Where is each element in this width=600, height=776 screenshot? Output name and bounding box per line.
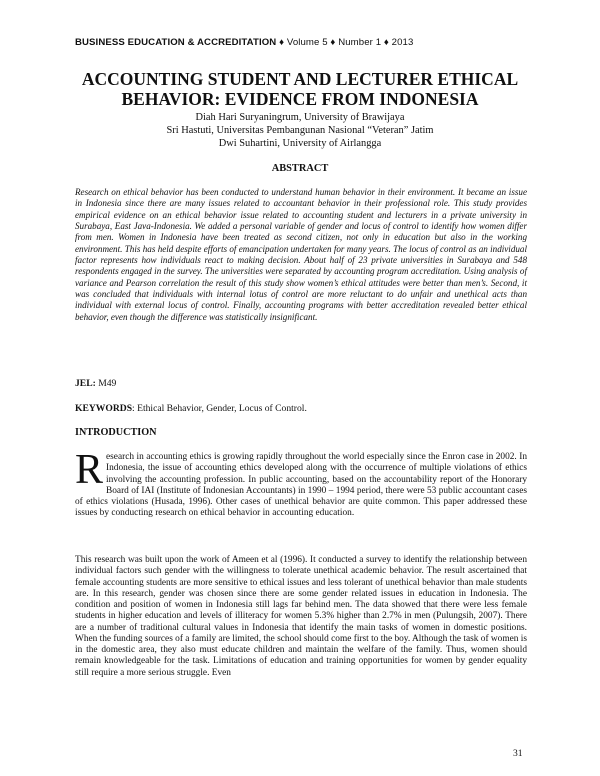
introduction-paragraph-2: This research was built upon the work of Ameen et al (1996). It conducted a survey to identify the relationship between individual factors such gender with the willingness to tolerate unethical academic behavior. The result ascertained that female accounting students are more sensitive to ethical issues and less tolerant of unethical behavior than male students are. In this research, gender was chosen since there are some gender related issues in education in Indonesia. The condition and position of women in Indonesia still lags far behind men. The data showed that there were less female students in higher education and levels of illiteracy for women 5.3% higher than 2.7% in men (Pulungsih, 2007). There are a number of traditional cultural values in Indonesia that identify the main tasks of women in domestic positions. When the funding sources of a family are limited, the school should come first to the boy. Although the task of women is in the domestic area, they also must educate children and maintain the welfare of the family. Thus, women should remain knowledgeable for the task. Limitations of education and training opportunities for women by gender equality still require a more serious struggle. Even [75, 555, 527, 678]
drop-cap: R [75, 447, 104, 493]
keywords [75, 403, 527, 414]
keywords-label: KEYWORDS [75, 403, 133, 414]
jel-label: JEL: [75, 378, 96, 389]
abstract-heading: ABSTRACT [271, 163, 329, 174]
keywords-value: : Ethical Behavior, Gender, Locus of Control. [132, 403, 307, 414]
running-header [75, 37, 535, 48]
jel-codes [75, 378, 527, 389]
paper-title: ACCOUNTING STUDENT AND LECTURER ETHICAL BEHAVIOR: EVIDENCE FROM INDONESIA [81, 69, 519, 109]
header-separator: ♦ [381, 37, 392, 48]
introduction-paragraph-1 [75, 447, 527, 520]
header-separator: ♦ [276, 37, 287, 48]
volume: Volume 5 [286, 37, 328, 48]
issue-number: Number 1 [338, 37, 382, 48]
abstract-text: Research on ethical behavior has been conducted to understand human behavior in their environment. It became an issue in Indonesia since there are many issues related to accountant behavior in their professional role. This study provides empirical evidence on an ethical behavior issue related to accounting student and lecturers in a private university in Surabaya, East Java-Indonesia. We added a personal variable of gender and locus of control to identify how women differ from men. Women in Indonesia have been treated as second citizen, not only in education but also in the working environment. This has held despite efforts of emancipation undertaken for many years. The locus of control as an individual factor represents how individuals react to making decision. About half of 23 private universities in Surabaya and 548 respondents engaged in the survey. The universities were separated by accounting program accreditation. Using analysis of variance and Pearson correlation the result of this study show women’s ethical attitudes were better than men’s. Second, it was concluded that individuals with internal lotus of control are more reluctant to do unfair and unethical acts than individual with external locus of control. Finally, accounting programs with better accreditation revealed better ethical behavior, even though the difference was statistically insignificant. [75, 187, 527, 322]
author-line: Sri Hastuti, Universitas Pembangunan Nasional “Veteran” Jatim [166, 125, 434, 137]
year: 2013 [391, 37, 414, 48]
author-line: Diah Hari Suryaningrum, University of Brawijaya [195, 112, 405, 123]
author-line: Dwi Suhartini, University of Airlangga [218, 138, 382, 150]
page-number: 31 [513, 748, 523, 759]
journal-name: BUSINESS EDUCATION & ACCREDITATION [75, 37, 277, 48]
jel-value: M49 [95, 378, 117, 389]
author-list [60, 111, 540, 151]
paragraph-text: esearch in accounting ethics is growing rapidly throughout the world especially since the Enron case in 2002. In Indonesia, the issue of accounting ethics developed along with the occurrence of multiple violations of ethics involving the accounting profession. In public accounting, based on the accountability report of the Honorary Board of IAI (Institute of Indonesian Accountants) in 1990 – 1994 period, there were 53 public accountant cases of ethics violations (Husada, 1996). Other cases of unethical behavior are quite common. This paper addressed these issues by conducting research on ethical behavior in accounting education. [75, 452, 527, 519]
introduction-heading: INTRODUCTION [75, 427, 157, 438]
header-separator: ♦ [327, 37, 339, 48]
